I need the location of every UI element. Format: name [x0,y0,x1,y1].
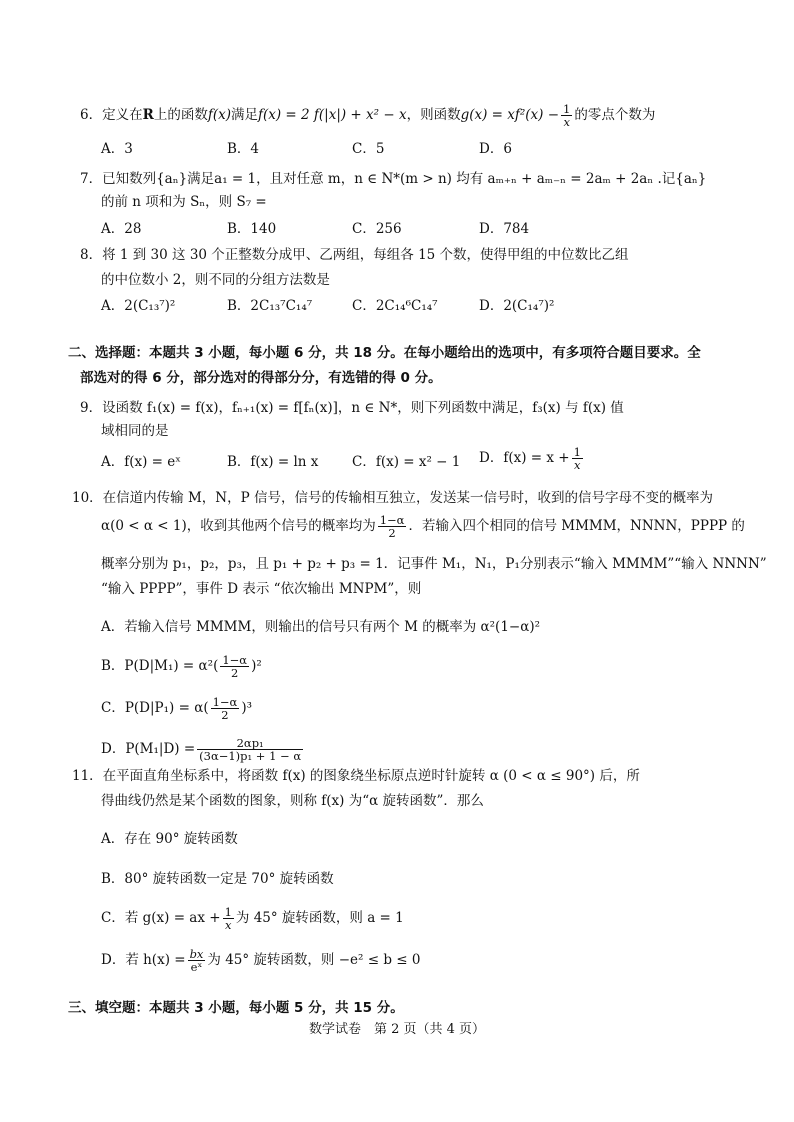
q8-stem-line1: 8．将 1 到 30 这 30 个正整数分成甲、乙两组，每组各 15 个数，使得甲组的中位数比乙组 [80,247,629,263]
q10-stem-line2: α(0 < α < 1)，收到其他两个信号的概率均为 $\frac{1-\alpha}{2}$ ．若输入四个相同的信号 MMMM，NNNN，PPPP 的 [101,513,745,540]
q11-stem-line1: 11．在平面直角坐标系中，将函数 f(x) 的图象绕坐标原点逆时针旋转 α (0 < α ≤ 90°) 后，所 [72,768,640,784]
q11-stem-line2: 得曲线仍然是某个函数的图象，则称 f(x) 为“α 旋转函数”．那么 [101,793,484,809]
q7-stem-line1: 7．已知数列{aₙ}满足a₁ = 1，且对任意 m，n ∈ N*(m > n) 均有 aₘ₊ₙ + aₘ₋ₙ = 2aₘ + 2aₙ .记{aₙ} [80,171,707,187]
q8-option-a: A．2(C₁₃⁷)² [101,298,176,314]
q11-option-a: A．存在 90° 旋转函数 [101,831,238,847]
q10-stem-line1: 10．在信道内传输 M，N，P 信号，信号的传输相互独立，发送某一信号时，收到的信号字母不变的概率为 [72,490,713,506]
q11-option-b: B．80° 旋转函数一定是 70° 旋转函数 [101,871,334,887]
page-footer: 数学试卷 第 2 页（共 4 页） [308,1022,486,1037]
q6-option-b: B．4 [227,141,260,157]
q10-c-fraction: $\frac{1-\alpha}{2}$ [212,695,238,722]
q11-option-d: D．若 h(x) = $\frac{bx}{\text{eˣ}}$ 为 45° 旋转函数，则 −e² ≤ b ≤ 0 [101,947,421,974]
q7-option-c: C．256 [352,221,402,237]
q7-option-d: D．784 [479,221,530,237]
q7-option-a: A．28 [101,221,142,237]
q6-option-c: C．5 [352,141,385,157]
q7-option-b: B．140 [227,221,277,237]
q9-option-a: A．f(x) = eˣ [101,454,181,470]
q10-option-c: C．P(D|P₁) = α( $\frac{1-\alpha}{2}$ )³ [101,695,252,722]
q10-stem-line3: 概率分别为 p₁，p₂，p₃，且 p₁ + p₂ + p₃ = 1．记事件 M₁，N₁，P₁分别表示“输入 MMMM”“输入 NNNN” [101,556,767,572]
q6-stem: 6．定义在R上的函数f(x)满足f(x) = 2 f(|x|) + x² − x，则函数g(x) = xf²(x) − $\frac{1}{x}$ 的零点个数为 [80,102,656,129]
q8-stem-line2: 的中位数小 2，则不同的分组方法数是 [101,272,330,288]
q10-option-a: A．若输入信号 MMMM，则输出的信号只有两个 M 的概率为 α²(1−α)² [101,619,541,635]
q6-fraction: $\frac{1}{x}$ [563,102,571,129]
q11-c-fraction: $\frac{1}{x}$ [224,905,232,932]
q11-option-c: C．若 g(x) = ax + $\frac{1}{x}$ 为 45° 旋转函数，则 a = 1 [101,905,404,932]
q8-option-b: B．2C₁₃⁷C₁₄⁷ [227,298,313,314]
q11-d-fraction: $\frac{bx}{\text{eˣ}}$ [189,947,204,974]
q10-option-d: D．P(M₁|D) = $\frac{\text{2αp₁}}{\text{(3α−1)p₁ + 1 − α}}$ [101,736,302,763]
q10-fraction: $\frac{1-\alpha}{2}$ [379,513,405,540]
q8-option-d: D．2(C₁₄⁷)² [479,298,555,314]
q10-b-fraction: $\frac{1-\alpha}{2}$ [222,653,248,680]
q9-stem-line2: 域相同的是 [101,423,169,439]
q9-stem-line1: 9．设函数 f₁(x) = f(x)，fₙ₊₁(x) = f[fₙ(x)]，n ∈ N*，则下列函数中满足，f₃(x) 与 f(x) 值 [80,400,624,416]
q10-option-b: B．P(D|M₁) = α²( $\frac{1-\alpha}{2}$ )² [101,653,262,680]
section-2-heading-line2: 部选对的得 6 分，部分选对的得部分分，有选错的得 0 分。 [80,370,442,386]
q8-option-c: C．2C₁₄⁶C₁₄⁷ [352,298,438,314]
q10-stem-line4: “输入 PPPP”，事件 D 表示 “依次输出 MNPM”，则 [101,581,422,597]
q9-option-c: C．f(x) = x² − 1 [352,454,461,470]
q9-option-b: B．f(x) = ln x [227,454,319,470]
q6-option-d: D．6 [479,141,512,157]
section-2-heading-line1: 二、选择题：本题共 3 小题，每小题 6 分，共 18 分。在每小题给出的选项中，有多项符合题目要求。全 [68,345,701,361]
q7-stem-line2: 的前 n 项和为 Sₙ，则 S₇ = [101,194,267,210]
q9-option-d: D．f(x) = x + $\frac{1}{x}$ [479,445,581,472]
section-3-heading: 三、填空题：本题共 3 小题，每小题 5 分，共 15 分。 [68,1000,404,1016]
q9-d-fraction: $\frac{1}{x}$ [573,445,581,472]
q6-option-a: A．3 [101,141,133,157]
q10-d-fraction: $\frac{\text{2αp₁}}{\text{(3α−1)p₁ + 1 − α}}$ [199,736,302,763]
